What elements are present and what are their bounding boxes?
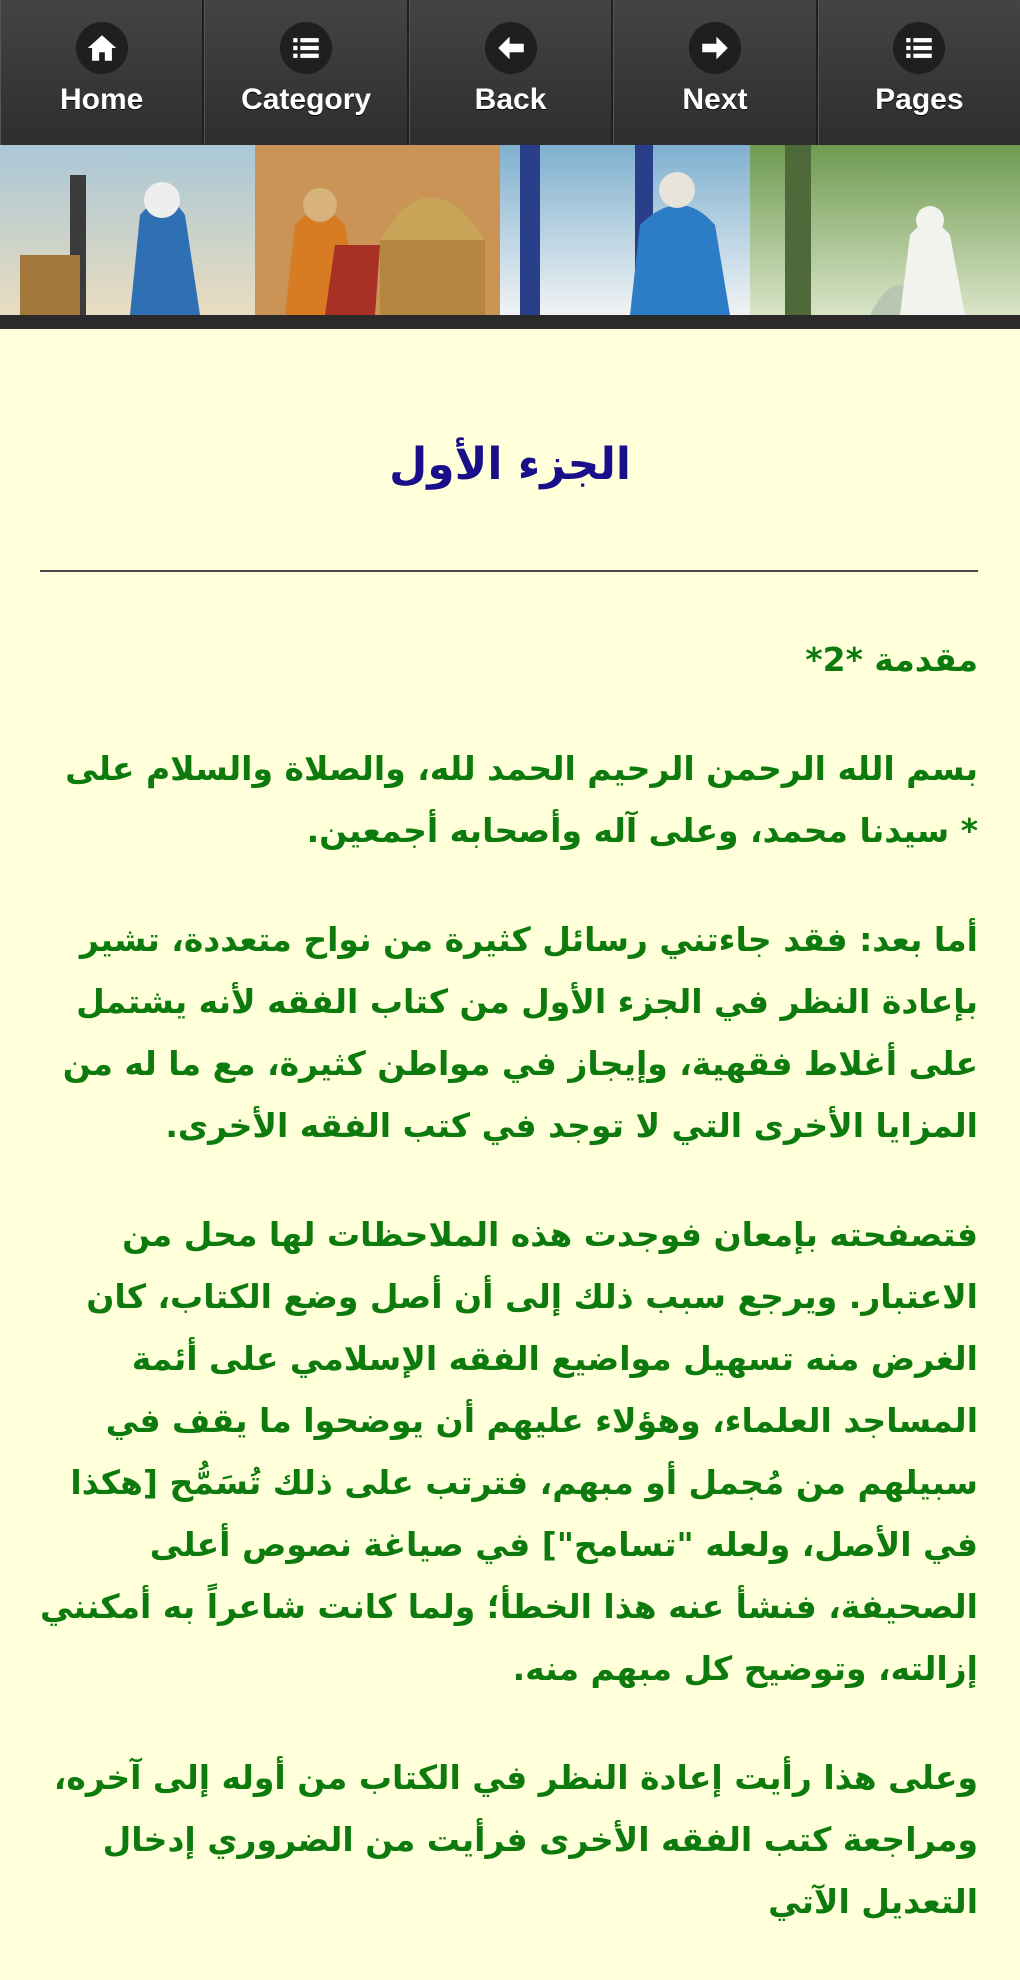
paragraph: فتصفحته بإمعان فوجدت هذه الملاحظات لها محل من الاعتبار. ويرجع سبب ذلك إلى أن أصل وضع الكتاب، كان الغرض منه تسهيل مواضيع الفقه الإسلامي على أئمة المساجد العلماء، وهؤلاء عليهم أن يوضحوا ما يقف في سبيلهم من مُجمل أو مبهم، فترتب على ذلك تُسَمُّح [هكذا في الأصل، ولعله "تسامح"] في صياغة نصوص أعلى الصحيفة، فنشأ عنه هذا الخطأ؛ ولما كانت شاعراً به أمكنني إزالته، وتوضيح كل مبهم منه.	[40, 1215, 978, 1688]
paragraph: بسم الله الرحمن الرحيم الحمد لله، والصلاة والسلام على * سيدنا محمد، وعلى آله وأصحابه أجمعين.	[65, 749, 978, 850]
banner-illustration	[0, 145, 1020, 315]
banner-border	[0, 315, 1020, 329]
next-button[interactable]	[613, 0, 817, 145]
category-label: Category	[241, 83, 372, 116]
back-label: Back	[474, 83, 547, 116]
category-button[interactable]	[204, 0, 408, 145]
pages-button[interactable]	[818, 0, 1020, 145]
top-navbar	[0, 0, 1020, 145]
back-button[interactable]	[409, 0, 613, 145]
next-label: Next	[682, 83, 748, 116]
header-banner-image	[0, 145, 1020, 315]
section-heading: مقدمة *2*	[805, 640, 978, 679]
page-title: الجزء الأول	[389, 439, 631, 490]
paragraph: أما بعد: فقد جاءتني رسائل كثيرة من نواح متعددة، تشير بإعادة النظر في الجزء الأول من كتاب الفقه لأنه يشتمل على أغلاط فقهية، وإيجاز في مواطن كثيرة، مع ما له من المزايا الأخرى التي لا توجد في كتب الفقه الأخرى.	[62, 920, 978, 1145]
article-body	[40, 629, 978, 1980]
home-button[interactable]	[0, 0, 204, 145]
paragraph: وعلى هذا رأيت إعادة النظر في الكتاب من أوله إلى آخره، ومراجعة كتب الفقه الأخرى فرأيت من الضروري إدخال التعديل الآتي	[53, 1758, 978, 1921]
list-icon	[280, 22, 332, 74]
list-icon	[893, 22, 945, 74]
home-label: Home	[60, 83, 144, 116]
pages-label: Pages	[875, 83, 964, 116]
home-icon	[76, 22, 128, 74]
arrow-right-icon	[689, 22, 741, 74]
title-divider	[40, 570, 978, 572]
arrow-left-icon	[485, 22, 537, 74]
